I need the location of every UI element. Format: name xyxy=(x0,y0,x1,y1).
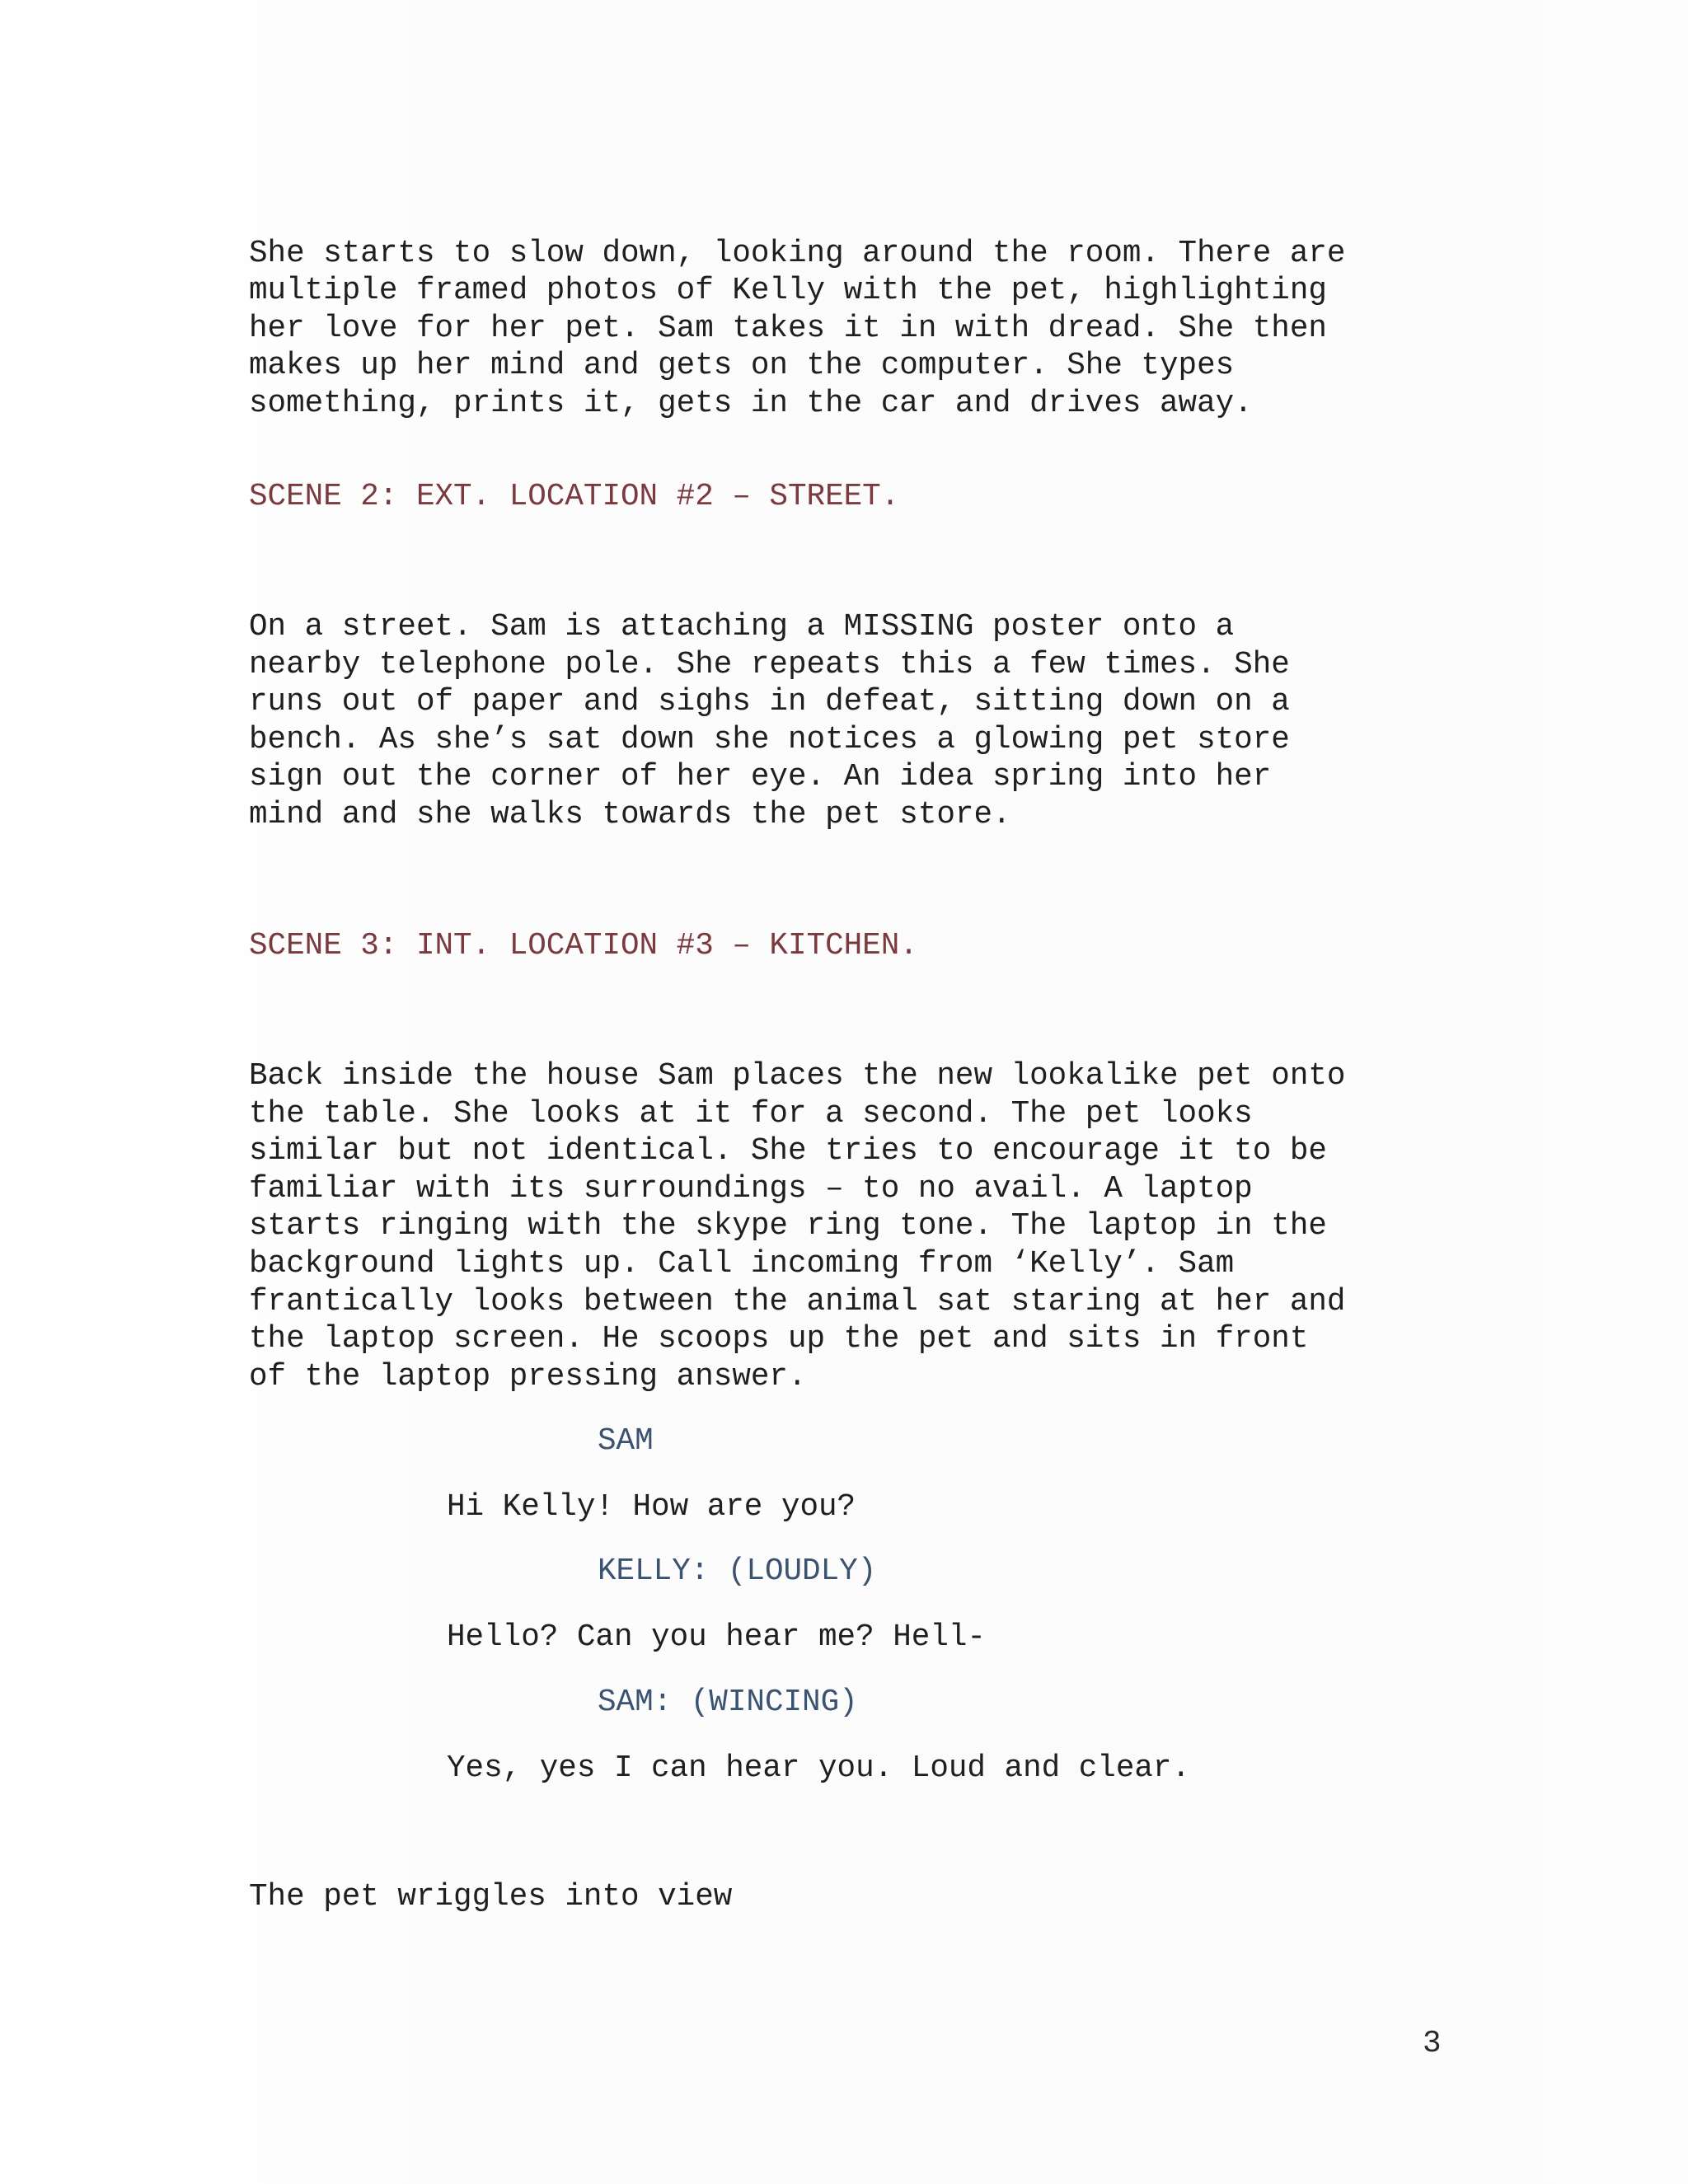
action-line: runs out of paper and sighs in defeat, sitting down on a xyxy=(249,685,1290,720)
dialogue-line-2: Hello? Can you hear me? Hell- xyxy=(447,1620,986,1655)
action-line: She starts to slow down, looking around the room. There are xyxy=(249,236,1346,271)
action-line: the table. She looks at it for a second. The pet looks xyxy=(249,1096,1253,1132)
action-line: multiple framed photos of Kelly with the pet, highlighting xyxy=(249,274,1327,309)
action-line: her love for her pet. Sam takes it in with dread. She then xyxy=(249,311,1327,346)
page-number: 3 xyxy=(1423,2027,1442,2061)
action-paragraph-3 xyxy=(249,1058,1345,1396)
action-paragraph-4: The pet wriggles into view xyxy=(249,1880,733,1915)
action-line: starts ringing with the skype ring tone. The laptop in the xyxy=(249,1209,1327,1244)
scene-heading-3: SCENE 3: INT. LOCATION #3 – KITCHEN. xyxy=(249,929,918,963)
action-line: sign out the corner of her eye. An idea spring into her xyxy=(249,760,1272,795)
action-line: mind and she walks towards the pet store. xyxy=(249,797,1011,832)
action-line: similar but not identical. She tries to encourage it to be xyxy=(249,1134,1327,1169)
action-line: Back inside the house Sam places the new lookalike pet onto xyxy=(249,1059,1346,1094)
dialogue-line-1: Hi Kelly! How are you? xyxy=(447,1490,856,1525)
action-line: background lights up. Call incoming from ‘Kelly’. Sam xyxy=(249,1246,1235,1282)
action-line: something, prints it, gets in the car and drives away. xyxy=(249,386,1253,421)
action-line: bench. As she’s sat down she notices a glowing pet store xyxy=(249,722,1290,757)
action-paragraph-2 xyxy=(249,609,1290,835)
action-line: On a street. Sam is attaching a MISSING poster onto a xyxy=(249,610,1235,644)
action-line: frantically looks between the animal sat staring at her and xyxy=(249,1284,1346,1319)
character-cue-sam-wincing: SAM: (WINCING) xyxy=(598,1685,858,1720)
action-line: of the laptop pressing answer. xyxy=(249,1359,807,1394)
scene-heading-2: SCENE 2: EXT. LOCATION #2 – STREET. xyxy=(249,480,900,514)
action-line: nearby telephone pole. She repeats this a few times. She xyxy=(249,647,1290,682)
action-line: makes up her mind and gets on the computer. She types xyxy=(249,349,1235,384)
action-line: the laptop screen. He scoops up the pet and sits in front xyxy=(249,1322,1309,1357)
action-line: familiar with its surroundings – to no avail. A laptop xyxy=(249,1171,1253,1207)
action-paragraph-1 xyxy=(249,198,1345,424)
character-cue-sam: SAM xyxy=(598,1424,654,1459)
character-cue-kelly: KELLY: (LOUDLY) xyxy=(598,1554,877,1589)
dialogue-line-3: Yes, yes I can hear you. Loud and clear. xyxy=(447,1751,1191,1786)
